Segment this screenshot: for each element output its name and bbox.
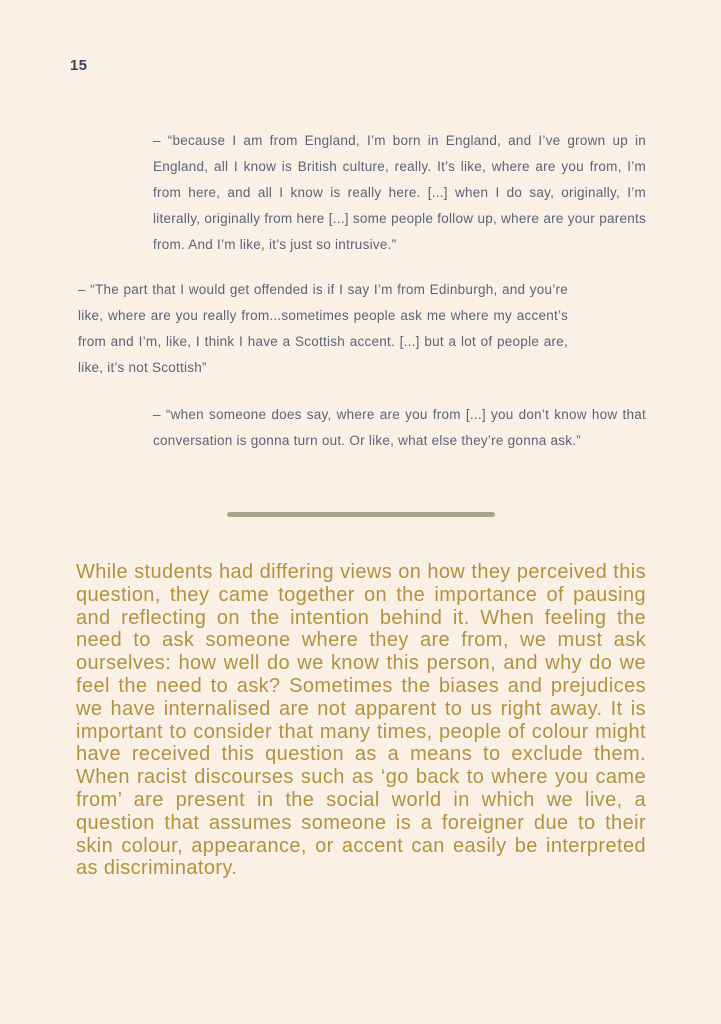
student-quote-1: – “because I am from England, I’m born in England, and I’ve grown up in England, all I know is British culture, really. It’s like, where are you from, I’m from here, and all I know is really here. [...] when I do say, originally, I’m literally, originally from here [...] some people follow up, where are your parents from. And I’m like, it’s just so intrusive.” — [153, 133, 646, 252]
page-number: 15 — [70, 57, 88, 74]
commentary-paragraph: While students had differing views on how they perceived this question, they came together on the importance of pausing and reflecting on the intention behind it. When feeling the need to ask someone where they are from, we must ask ourselves: how well do we know this person, and why do we feel the need to ask? Sometimes the biases and prejudices we have internalised are not apparent to us right away. It is important to consider that many times, people of colour might have received this question as a means to exclude them. When racist discourses such as ‘go back to where you came from’ are present in the social world in which we live, a question that assumes someone is a foreigner due to their skin colour, appearance, or accent can easily be interpreted as discriminatory. — [76, 561, 646, 880]
section-divider — [227, 512, 495, 517]
student-quote-2: – “The part that I would get offended is if I say I’m from Edinburgh, and you’re like, where are you really from...sometimes people ask me where my accent’s from and I’m, like, I think I have a Scottish accent. [...] but a lot of people are, like, it’s not Scottish” — [78, 282, 568, 375]
student-quote-3: – “when someone does say, where are you from [...] you don’t know how that conversation is gonna turn out. Or like, what else they’re gonna ask.” — [153, 407, 646, 448]
